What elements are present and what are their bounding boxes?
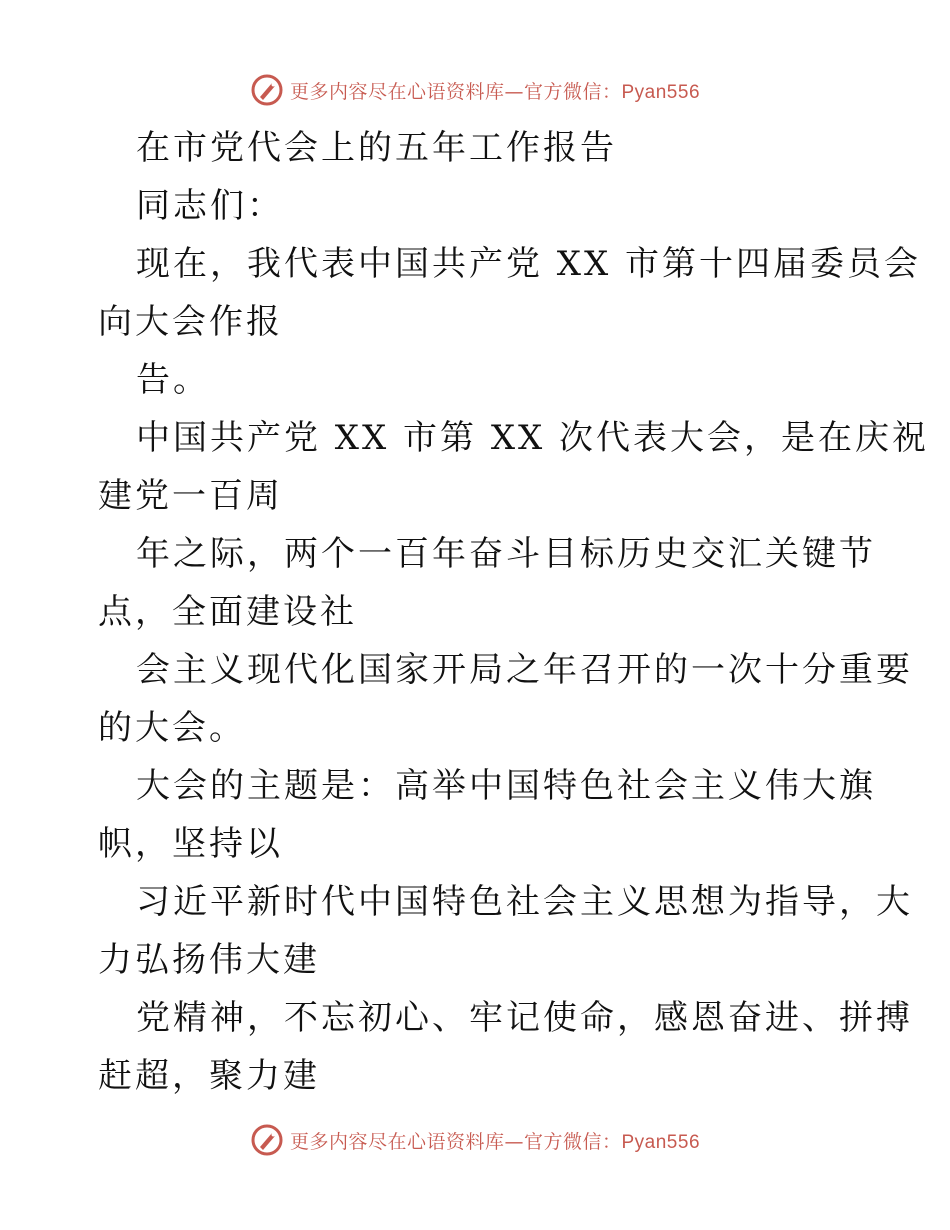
footer-watermark: [0, 1120, 950, 1160]
pen-nib-logo-icon: [250, 73, 284, 107]
watermark-site: 更多内容尽在心语资料库: [289, 80, 505, 103]
pen-nib-logo-icon: [250, 1123, 284, 1157]
text-line: 告。: [136, 360, 210, 400]
text-line: 习近平新时代中国特色社会主义思想为指导，大: [136, 882, 913, 922]
watermark-site: 更多内容尽在心语资料库: [289, 1130, 505, 1153]
watermark-handle: Pyan556: [621, 1131, 701, 1153]
text-line: 党精神，不忘初心、牢记使命，感恩奋进、拼搏: [136, 998, 913, 1038]
text-line: 力弘扬伟大建: [98, 940, 320, 980]
text-line: 的大会。: [98, 708, 246, 748]
text-line: 建党一百周: [98, 476, 283, 516]
text-line: 年之际，两个一百年奋斗目标历史交汇关键节: [136, 534, 876, 574]
document-title: 在市党代会上的五年工作报告: [136, 128, 617, 168]
text-line: 向大会作报: [98, 302, 283, 342]
watermark-separator: —: [504, 80, 524, 103]
watermark-handle: Pyan556: [621, 81, 701, 103]
watermark-separator: —: [504, 1130, 524, 1153]
text-line: 会主义现代化国家开局之年召开的一次十分重要: [136, 650, 913, 690]
text-line: 大会的主题是：高举中国特色社会主义伟大旗: [136, 766, 876, 806]
watermark-text: [290, 77, 700, 104]
watermark-suffix: 官方微信：: [523, 80, 622, 103]
watermark-suffix: 官方微信：: [523, 1130, 622, 1153]
text-line: 点，全面建设社: [98, 592, 357, 632]
text-line: 现在，我代表中国共产党 XX 市第十四届委员会: [136, 244, 922, 284]
text-line: 中国共产党 XX 市第 XX 次代表大会，是在庆祝: [136, 418, 930, 458]
header-watermark: [0, 70, 950, 110]
watermark-text: [290, 1127, 700, 1154]
salutation: 同志们：: [136, 186, 284, 226]
text-line: 帜，坚持以: [98, 824, 283, 864]
text-line: 赶超，聚力建: [98, 1056, 320, 1096]
